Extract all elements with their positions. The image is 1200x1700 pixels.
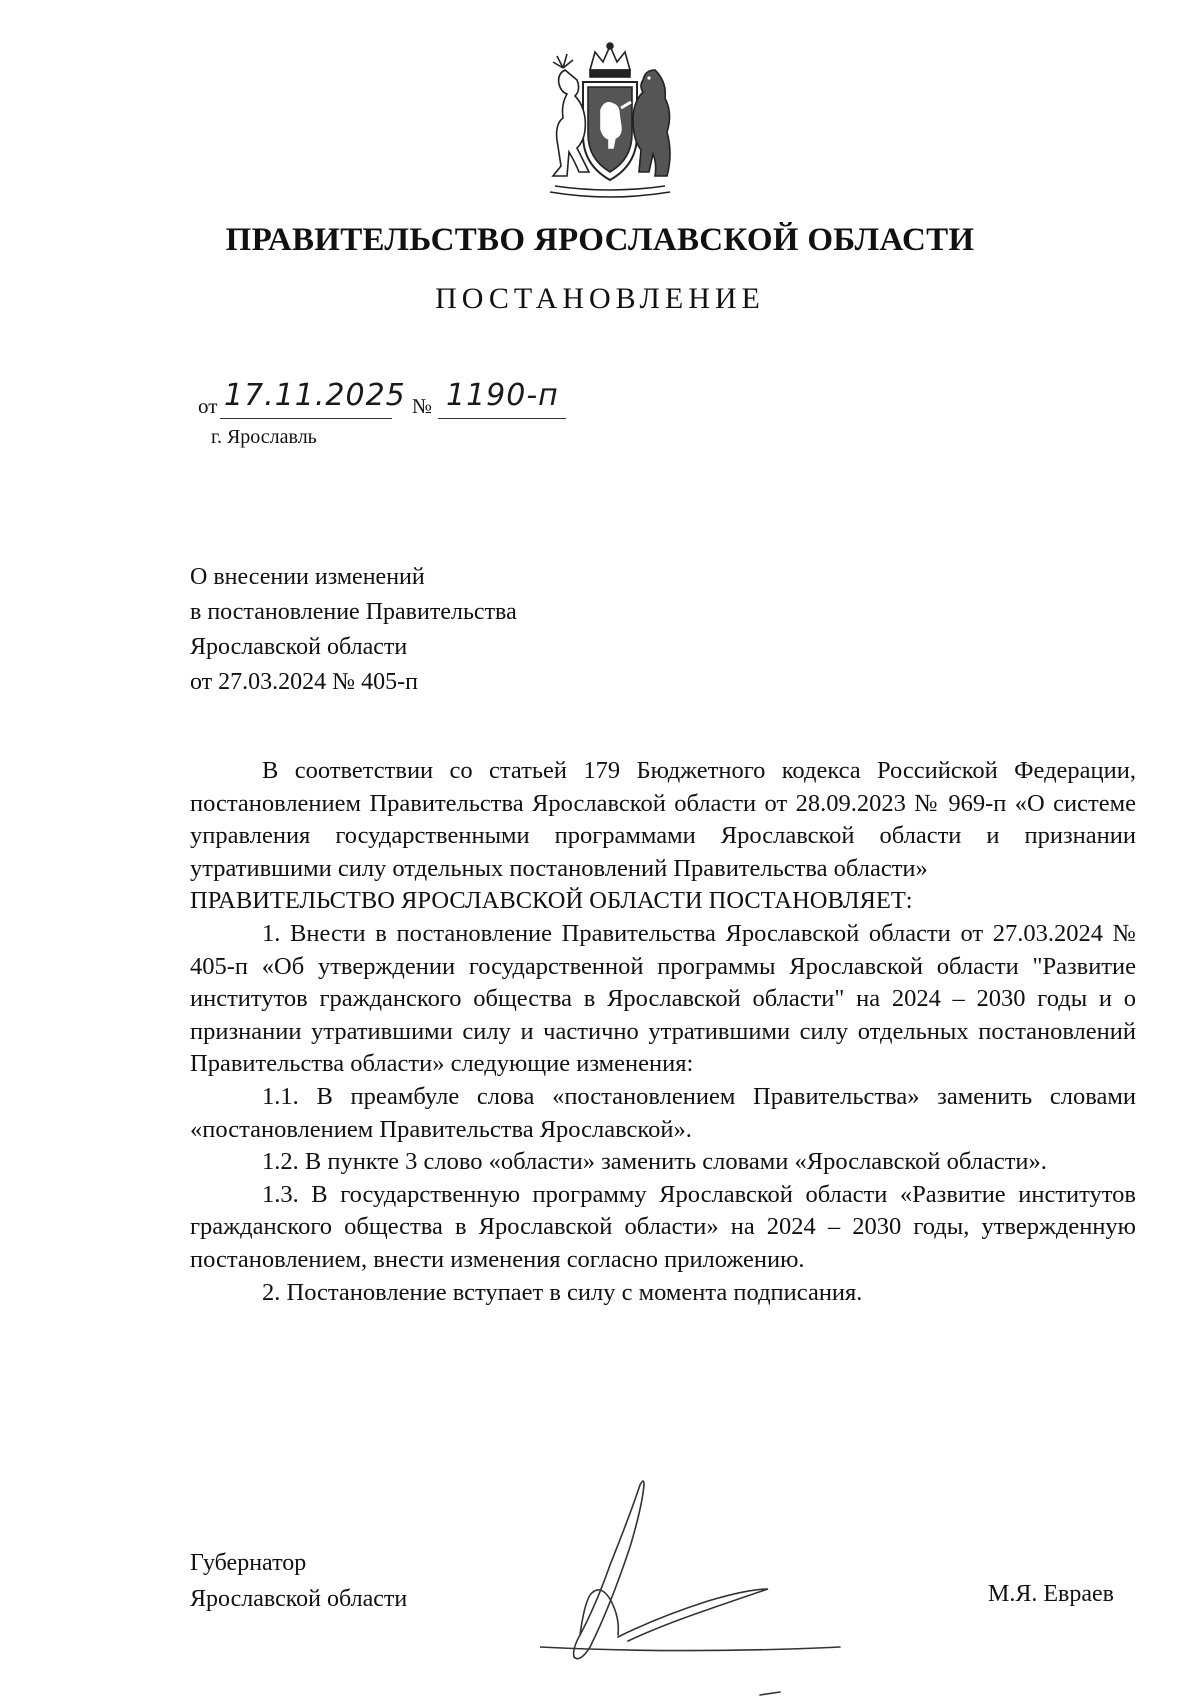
document-type-heading: ПОСТАНОВЛЕНИЕ [435,282,765,315]
government-title: ПРАВИТЕЛЬСТВО ЯРОСЛАВСКОЙ ОБЛАСТИ [225,222,975,258]
document-body [190,755,1136,1309]
position-line: Губернатор [190,1550,307,1576]
subject-line: Ярославской области [190,634,408,660]
preamble-paragraph: В соответствии со статьей 179 Бюджетного кодекса Российской Федерации, постановлением Правительства Ярославской области от 28.09.2023 № 969-п «О системе управления государственными программами Ярославской области и признании утратившими силу отдельных постановлений Правительства области» [190,757,1136,882]
number-handwritten: 1190-п [446,378,559,413]
subject-line: О внесении изменений [190,564,425,590]
date-number-line [198,378,618,420]
position-line: Ярославской области [190,1586,408,1612]
subject-line: в постановление Правительства [190,599,517,625]
item-paragraph: 1.2. В пункте 3 слово «области» заменить словами «Ярославской области». [262,1148,1047,1176]
signatory-position [190,1545,407,1617]
item-paragraph: 2. Постановление вступает в силу с момента подписания. [262,1278,863,1306]
city-line: г. Ярославль [211,426,317,448]
handwritten-signature [540,1465,920,1700]
date-underline [220,418,392,419]
coat-of-arms-emblem [535,40,685,200]
item-paragraph: 1. Внести в постановление Правительства Ярославской области от 27.03.2024 № 405-п «Об утверждении государственной программы Ярославской области "Развитие институтов гражданского общества в Ярославской области" на 2024 – 2030 годы и о признании утратившими силу и частично утратившими силу отдельных постановлений Правительства области» следующие изменения: [190,919,1136,1078]
number-label: № [412,394,433,418]
document-subject [190,560,517,700]
item-paragraph: 1.1. В преамбуле слова «постановлением Правительства» заменить словами «постановлением Правительства Ярославской». [190,1082,1136,1143]
signatory-name: М.Я. Евраев [988,1581,1114,1607]
date-handwritten: 17.11.2025 [224,378,406,413]
number-underline [438,418,566,419]
item-paragraph: 1.3. В государственную программу Ярославской области «Развитие институтов гражданского общества в Ярославской области» на 2024 – 2030 годы, утвержденную постановлением, внести изменения согласно приложению. [190,1180,1136,1273]
decree-line: ПРАВИТЕЛЬСТВО ЯРОСЛАВСКОЙ ОБЛАСТИ ПОСТАНОВЛЯЕТ: [190,887,913,915]
subject-line: от 27.03.2024 № 405-п [190,669,418,695]
date-label: от [198,394,218,418]
